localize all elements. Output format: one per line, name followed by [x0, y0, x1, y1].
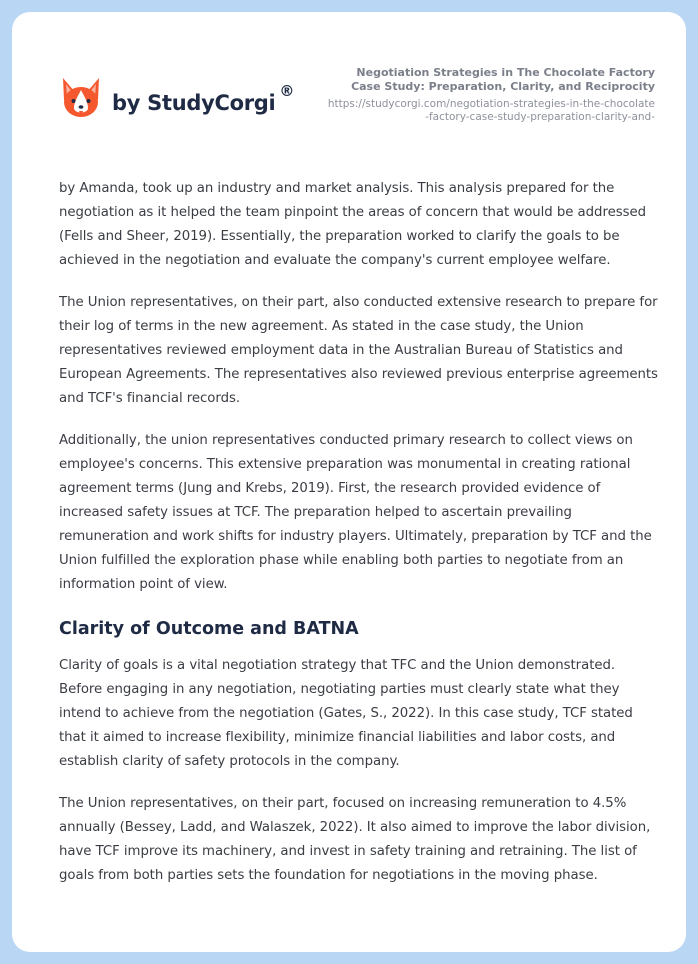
studycorgi-logo[interactable]	[60, 76, 294, 122]
document-url[interactable]: https://studycorgi.com/negotiation-strategies-in-the-chocolate-factory-case-study-preparation-clarity-and-	[327, 98, 655, 123]
paragraph-5: The Union representatives, on their part, focused on increasing remuneration to 4.5% annually (Bessey, Ladd, and Walaszek, 2022). It also aimed to improve the labor division, have TCF improve its machinery, and invest in safety training and retraining. The list of goals from both parties sets the foundation for negotiations in the moving phase.	[59, 796, 651, 883]
page-header	[12, 12, 686, 162]
paragraph-3: Additionally, the union representatives conducted primary research to collect views on employee's concerns. This extensive preparation was monumental in creating rational agreement terms (Jung and Krebs, 2019). First, the research provided evidence of increased safety issues at TCF. The preparation helped to ascertain prevailing remuneration and work shifts for industry players. Ultimately, preparation by TCF and the Union fulfilled the exploration phase while enabling both parties to negotiate from an information point of view.	[59, 433, 652, 592]
document-title: Negotiation Strategies in The Chocolate Factory Case Study: Preparation, Clarity, and Reciprocity	[351, 66, 655, 93]
document-body	[59, 177, 659, 906]
corgi-icon	[60, 76, 102, 122]
document-meta	[325, 66, 655, 124]
registered-mark: ®	[279, 82, 295, 100]
document-page	[12, 12, 686, 952]
paragraph-1: by Amanda, took up an industry and market analysis. This analysis prepared for the negotiation as it helped the team pinpoint the areas of concern that would be addressed (Fells and Sheer, 2019). Essentially, the preparation worked to clarify the goals to be achieved in the negotiation and evaluate the company's current employee welfare.	[59, 181, 646, 268]
brand-name: by StudyCorgi	[112, 91, 276, 115]
paragraph-4: Clarity of goals is a vital negotiation strategy that TFC and the Union demonstrated. Before engaging in any negotiation, negotiating parties must clearly state what they intend to achieve from the negotiation (Gates, S., 2022). In this case study, TCF stated that it aimed to increase flexibility, minimize financial liabilities and labor costs, and establish clarity of safety protocols in the company.	[59, 658, 633, 769]
paragraph-2: The Union representatives, on their part, also conducted extensive research to prepare for their log of terms in the new agreement. As stated in the case study, the Union representatives reviewed employment data in the Australian Bureau of Statistics and European Agreements. The representatives also reviewed previous enterprise agreements and TCF's financial records.	[59, 295, 658, 406]
section-heading: Clarity of Outcome and BATNA	[59, 619, 359, 639]
